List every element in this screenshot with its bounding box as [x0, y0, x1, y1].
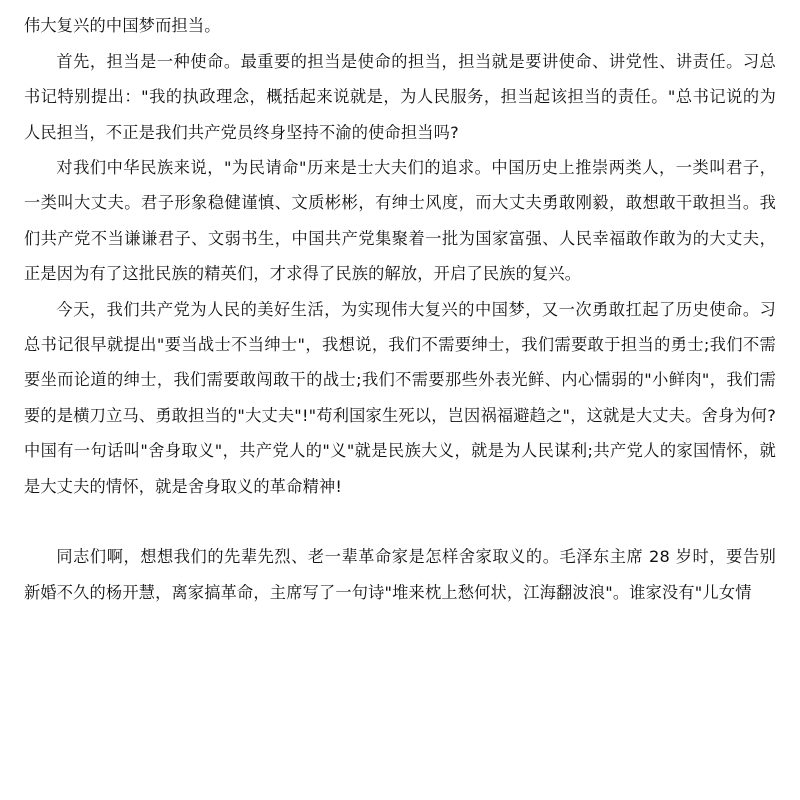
paragraph-1: 伟大复兴的中国梦而担当。 — [24, 16, 221, 36]
paragraph-5: 同志们啊，想想我们的先辈先烈、老一辈革命家是怎样舍家取义的。毛泽东主席 28 岁时，要告别新婚不久的杨开慧，离家搞革命，主席写了一句诗"堆来枕上愁何状，江海翻波浪"。谁家没有"儿女情 — [24, 547, 776, 602]
paragraph-4: 今天，我们共产党为人民的美好生活，为实现伟大复兴的中国梦，又一次勇敢扛起了历史使命。习总书记很早就提出"要当战士不当绅士"，我想说，我们不需要绅士，我们需要敢于担当的勇士;我们不需要坐而论道的绅士，我们需要敢闯敢干的战士;我们不需要那些外表光鲜、内心懦弱的"小鲜肉"，我们需要的是横刀立马、勇敢担当的"大丈夫"!"苟利国家生死以，岂因祸福避趋之"，这就是大丈夫。舍身为何?中国有一句话叫"舍身取义"，共产党人的"义"就是民族大义，就是为人民谋利;共产党人的家国情怀，就是大丈夫的情怀，就是舍身取义的革命精神! — [24, 299, 776, 496]
paragraph-2: 首先，担当是一种使命。最重要的担当是使命的担当，担当就是要讲使命、讲党性、讲责任。习总书记特别提出："我的执政理念，概括起来说就是，为人民服务，担当起该担当的责任。"总书记说的为人民担当，不正是我们共产党员终身坚持不渝的使命担当吗? — [24, 51, 776, 142]
paragraph-gap — [24, 504, 776, 539]
document-body — [24, 0, 776, 610]
paragraph-3: 对我们中华民族来说，"为民请命"历来是士大夫们的追求。中国历史上推崇两类人，一类叫君子，一类叫大丈夫。君子形象稳健谨慎、文质彬彬，有绅士风度，而大丈夫勇敢刚毅，敢想敢干敢担当。我们共产党不当谦谦君子、文弱书生，中国共产党集聚着一批为国家富强、人民幸福敢作敢为的大丈夫，正是因为有了这批民族的精英们，才求得了民族的解放，开启了民族的复兴。 — [24, 158, 776, 284]
